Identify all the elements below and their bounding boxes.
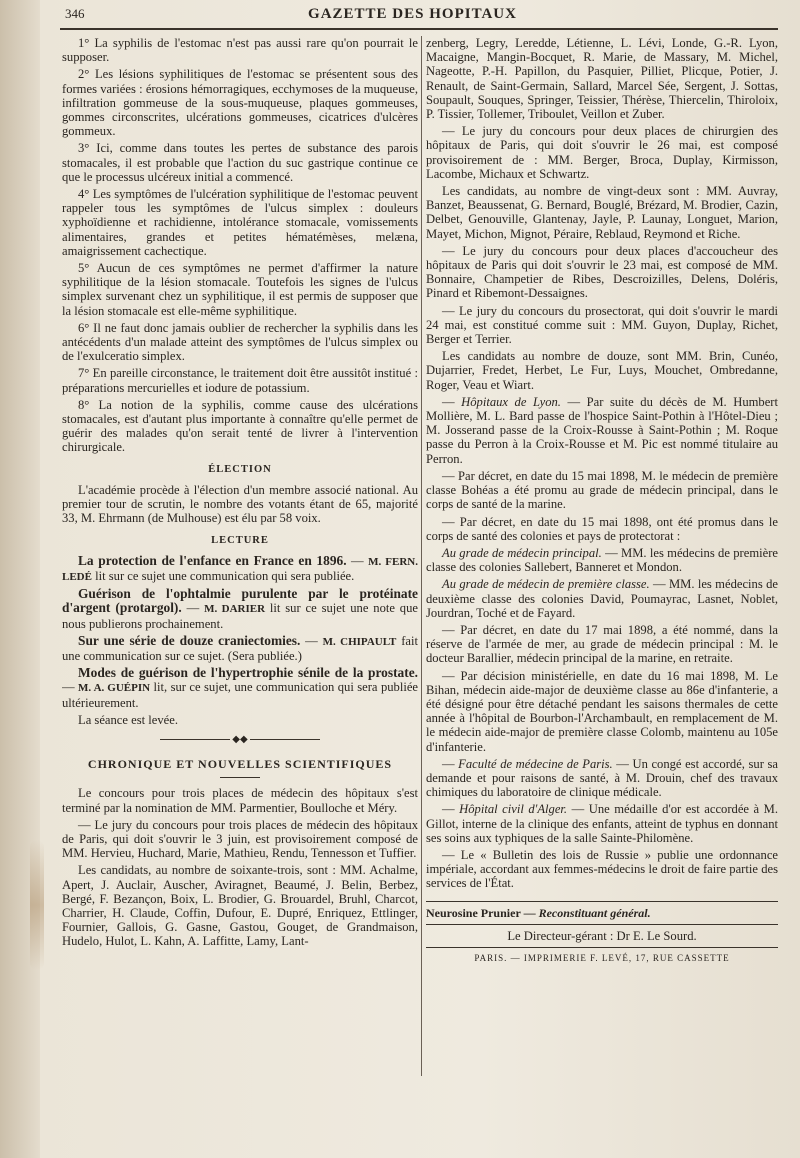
ornament-divider: ◆◆ xyxy=(62,733,418,747)
grade-text: — MM. les médecins de première classe des colonies Sallebert, Banneret et Mondon. xyxy=(426,545,778,575)
decret-paragraph: — Par décret, en date du 15 mai 1898, ont été promus dans le corps de santé des colonies et pays de protectorat : xyxy=(426,514,778,543)
candidates-continued: zenberg, Legry, Leredde, Létienne, L. Lévi, Londe, G.-R. Lyon, Macaigne, Mangin-Bocquet, R. Marie, de Massary, M. Michel, Nageotte, P.-H. Papillon, du Pasquier, Pilliet, Plicque, Potier, J. Renault, de Saint-Germain, Sallard, Marcel Sée, Sergent, J. Sottas, Soupault, Souques, Springer, Teissier, Thérèse, Thiercelin, Thiroloix, P. Tissier, Tollemer, Triboulet, Veillon et Zuber. xyxy=(426,36,778,122)
lecture-author: M. DARIER xyxy=(204,603,266,616)
advertisement xyxy=(426,901,778,920)
news-paragraph: — Le jury du concours pour deux places d'accoucheur des hôpitaux de Paris qui doit s'ouvrir le 23 mai, est composé de MM. Bonnaire, Champetier de Ribes, Descroizilles, Delens, Doléris, Pinard et Ribemont-Dessaignes. xyxy=(426,243,778,301)
page-header xyxy=(55,4,770,28)
conclusion-paragraph: 4° Les symptômes de l'ulcération syphilitique de l'estomac peuvent rappeler tous les symptômes de l'ulcus simplex : douleurs xyphoïdienne et rachidienne, intolérance stomacale, vomissements alimentaires, grandes et petites hématémèses, melæna, amaigrissement cachectique. xyxy=(62,187,418,258)
alger-news: — Hôpital civil d'Alger. — Une médaille d'or est accordée à M. Gillot, interne de la clinique des enfants, atteint de typhus en donnant ses soins aux typhiques de la salle Sainte-Philomène. xyxy=(426,802,778,845)
lecture-title: Sur une série de douze craniectomies. xyxy=(78,632,301,648)
conclusion-paragraph: 3° Ici, comme dans toutes les pertes de substance des parois stomacales, il est probable que l'action du suc gastrique continue ce que le processus ulcéreux initial a commencé. xyxy=(62,141,418,184)
chronique-paragraph: Le concours pour trois places de médecin des hôpitaux s'est terminé par la nomination de MM. Parmentier, Boulloche et Méry. xyxy=(62,786,418,815)
decret-paragraph: — Par décret, en date du 15 mai 1898, M. le médecin de première classe Bohéas a été promu au grade de médecin principal, dans le corps de santé de la marine. xyxy=(426,468,778,512)
news-paragraph: — Le jury du concours du prosectorat, qui doit s'ouvrir le mardi 24 mai, est constitué comme suit : MM. Guyon, Duplay, Richet, Berger et Terrier. xyxy=(426,303,778,347)
russie-news: — Le « Bulletin des lois de Russie » publie une ordonnance impériale, accordant aux femmes-médecins le droit de faire partie des services de l'État. xyxy=(426,847,778,891)
lecture-rest: lit sur ce sujet une note que nous publierons prochainement. xyxy=(62,601,418,631)
lecture-rest: lit, sur ce sujet, une communication qui sera publiée ultérieurement. xyxy=(62,680,418,710)
news-paragraph: — Le jury du concours pour deux places de chirurgien des hôpitaux de Paris, qui doit s'ouvrir le 26 mai, est composé provisoirement de : MM. Berger, Broca, Duplay, Kirmisson, Lacombe, Michaux et Schwartz. xyxy=(426,124,778,181)
alger-label: Hôpital civil d'Alger. xyxy=(459,802,568,817)
page-number: 346 xyxy=(65,6,85,21)
ad-separator: — xyxy=(520,905,539,920)
director-line: Le Directeur-gérant : Dr E. Le Sourd. xyxy=(426,924,778,948)
ad-product: Neurosine Prunier xyxy=(426,905,521,920)
faculte-news: — Faculté de médecine de Paris. — Un congé est accordé, sur sa demande et pour raisons de santé, à M. Drouin, chef des travaux chimiques du laboratoire de clinique médicale. xyxy=(426,756,778,800)
lecture-author: M. A. GUÉPIN xyxy=(78,682,151,695)
conclusion-paragraph: 6° Il ne faut donc jamais oublier de rechercher la syphilis dans les antécédents d'un malade atteint des symptômes de l'ulcus simplex ou de l'exulceratio simplex. xyxy=(62,320,418,364)
lecture-author: M. FERN. LEDÉ xyxy=(62,555,418,583)
grade-label: Au grade de médecin principal. xyxy=(442,545,602,560)
lecture-heading: LECTURE xyxy=(211,534,269,546)
decision-paragraph: — Par décision ministérielle, en date du 16 mai 1898, M. Le Bihan, médecin aide-major de deuxième classe au 86e d'infanterie, a été désigné pour être détaché pendant les saisons thermales de cette année à l'hôpital de Bourbon-l'Archambault, en remplacement de M. le médecin aide-major de première classe Colomb, maintenu au 105e d'infanterie. xyxy=(426,668,778,754)
lecture-item: Modes de guérison de l'hypertrophie sénile de la prostate. — M. A. GUÉPIN lit, sur ce sujet, une communication qui sera publiée ultérieurement. xyxy=(62,665,418,710)
lecture-title: Guérison de l'ophtalmie purulente par le protéinate d'argent (protargol). xyxy=(62,586,418,616)
lyon-label: Hôpitaux de Lyon. xyxy=(461,394,561,409)
lecture-title: La protection de l'enfance en France en 1896. xyxy=(78,552,347,568)
lecture-item: La protection de l'enfance en France en 1896. — M. FERN. LEDÉ lit sur ce sujet une communication qui sera publiée. xyxy=(62,552,418,583)
header-rule xyxy=(60,28,778,30)
lecture-rest: lit sur ce sujet une communication qui sera publiée. xyxy=(91,568,355,583)
chronique-paragraph: — Le jury du concours pour trois places de médecin des hôpitaux de Paris, qui doit s'ouvrir le 3 juin, est provisoirement composé de MM. Hervieu, Huchard, Marie, Mathieu, Rendu, Tennesson et Tuffier. xyxy=(62,817,418,861)
election-heading: ÉLECTION xyxy=(208,463,272,475)
grade-paragraph xyxy=(426,577,778,620)
lecture-author: M. CHIPAULT xyxy=(322,635,397,648)
column-divider xyxy=(421,36,422,1076)
lyon-news: — Hôpitaux de Lyon. — Par suite du décès de M. Humbert Mollière, M. L. Bard passe de l'hospice Saint-Pothin à l'Hôtel-Dieu ; M. Josserand passe de la Croix-Rousse à Saint-Pothin ; M. Roque passe du Perron à la Croix-Rousse et M. Pic est nommé titulaire au Perron. xyxy=(426,394,778,466)
chronique-heading: CHRONIQUE ET NOUVELLES SCIENTIFIQUES xyxy=(87,757,393,772)
lecture-item: Sur une série de douze craniectomies. — M. CHIPAULT fait une communication sur ce sujet. (Sera publiée.) xyxy=(62,632,418,663)
page-binding-shadow xyxy=(0,0,40,1158)
grade-label: Au grade de médecin de première classe. xyxy=(442,577,650,592)
conclusion-paragraph: 7° En pareille circonstance, le traitement doit être aussitôt institué : préparations mercurielles et iodure de potassium. xyxy=(62,366,418,395)
conclusion-paragraph: 2° Les lésions syphilitiques de l'estomac se présentent sous des formes variées : érosions hémorragiques, ecchymoses de la muqueuse, infiltration gommeuse de la sous-muqueuse, plaques gommeuses, gommes circonscrites, ulcérations gommeuses, cicatrices d'ulcères gommeux. xyxy=(62,67,418,139)
grade-text: — MM. les médecins de deuxième classe des colonies David, Poumayrac, Lasnet, Noblet, Jourdran, Toché et de Fayard. xyxy=(426,577,778,620)
left-column xyxy=(62,36,418,1136)
conclusion-paragraph: 5° Aucun de ces symptômes ne permet d'affirmer la nature syphilitique de la lésion stomacale. Toutefois les signes de l'ulcus simplex survenant chez un syphilitique, il est permis de supposer que la lésion stomacale est elle-même syphilitique. xyxy=(62,261,418,318)
conclusion-paragraph: 1° La syphilis de l'estomac n'est pas aussi rare qu'on pourrait le supposer. xyxy=(62,36,418,65)
news-paragraph: Les candidats au nombre de douze, sont MM. Brin, Cunéo, Dujarrier, Fredet, Herbet, Le Fur, Luys, Mouchet, Ombredanne, Roger, Veau et Wiart. xyxy=(426,349,778,392)
grade-paragraph xyxy=(426,546,778,574)
ad-tagline: Reconstituant général. xyxy=(538,905,651,920)
conclusion-paragraph: 8° La notion de la syphilis, comme cause des ulcérations stomacales, est d'autant plus importante à connaître qu'elle permet de guérir des malades qu'on serait tenté de livrer à l'intervention chirurgicale. xyxy=(62,397,418,455)
lecture-item: Guérison de l'ophtalmie purulente par le protéinate d'argent (protargol). — M. DARIER lit sur ce sujet une note que nous publierons prochainement. xyxy=(62,586,418,631)
right-column xyxy=(426,36,778,1136)
closing-line: La séance est levée. xyxy=(78,712,178,727)
lyon-text: — Par suite du décès de M. Humbert Mollière, M. L. Bard passe de l'hospice Saint-Pothin à l'Hôtel-Dieu ; M. Josserand passe de la Croix-Rousse à Saint-Pothin ; M. Roque passe du Perron à la Croix-Rousse et M. Pic est nommé titulaire au Perron. xyxy=(426,394,778,466)
journal-title: GAZETTE DES HOPITAUX xyxy=(308,6,517,22)
election-text: L'académie procède à l'élection d'un membre associé national. Au premier tour de scrutin, le nombre des votants étant de 65, majorité 33, M. Ehrmann (de Mulhouse) est élu par 58 voix. xyxy=(62,482,418,526)
faculte-text: — Un congé est accordé, sur sa demande et pour raisons de santé, à M. Drouin, chef des travaux chimiques du laboratoire de clinique médicale. xyxy=(426,756,778,800)
lecture-title: Modes de guérison de l'hypertrophie sénile de la prostate. xyxy=(78,665,418,681)
paper-stain xyxy=(30,840,44,970)
chronique-paragraph: Les candidats, au nombre de soixante-trois, sont : MM. Achalme, Apert, J. Auclair, Auscher, Aviragnet, Beaumé, J. Belin, Berbez, Bergé, F. Bezançon, Boix, L. Brodier, G. Brouardel, Bruhl, Charcot, Charrier, H. Claude, Coffin, Dufour, E. Dupré, Enriquez, Ettlinger, Fournier, Gallois, G. Gasne, Gastou, Gouget, de Grandmaison, Hudelo, Hulot, L. Kahn, A. Laffitte, Lamy, Lant- xyxy=(62,863,418,949)
news-paragraph: Les candidats, au nombre de vingt-deux sont : MM. Auvray, Banzet, Beaussenat, G. Bernard, Bouglé, Brézard, M. Brodier, Cazin, Delbet, Genouville, Glantenay, Jayle, P. Launay, Longuet, Marion, Mayet, Michon, Mignot, Péraire, Reblaud, Reymond et Riche. xyxy=(426,184,778,241)
alger-text: — Une médaille d'or est accordée à M. Gillot, interne de la clinique des enfants, atteint de typhus en donnant ses soins aux typhiques de la salle Sainte-Philomène. xyxy=(426,802,778,845)
short-rule xyxy=(220,777,260,778)
faculte-label: Faculté de médecine de Paris. xyxy=(458,756,613,771)
printer-line: PARIS. — IMPRIMERIE F. LEVÉ, 17, RUE CASSETTE xyxy=(474,952,730,963)
decret-paragraph: — Par décret, en date du 17 mai 1898, a été nommé, dans la réserve de l'armée de mer, au grade de médecin principal : M. le docteur Barallier, médecin principal de la marine, en retraite. xyxy=(426,622,778,666)
lecture-rest: fait une communication sur ce sujet. (Sera publiée.) xyxy=(62,633,418,663)
